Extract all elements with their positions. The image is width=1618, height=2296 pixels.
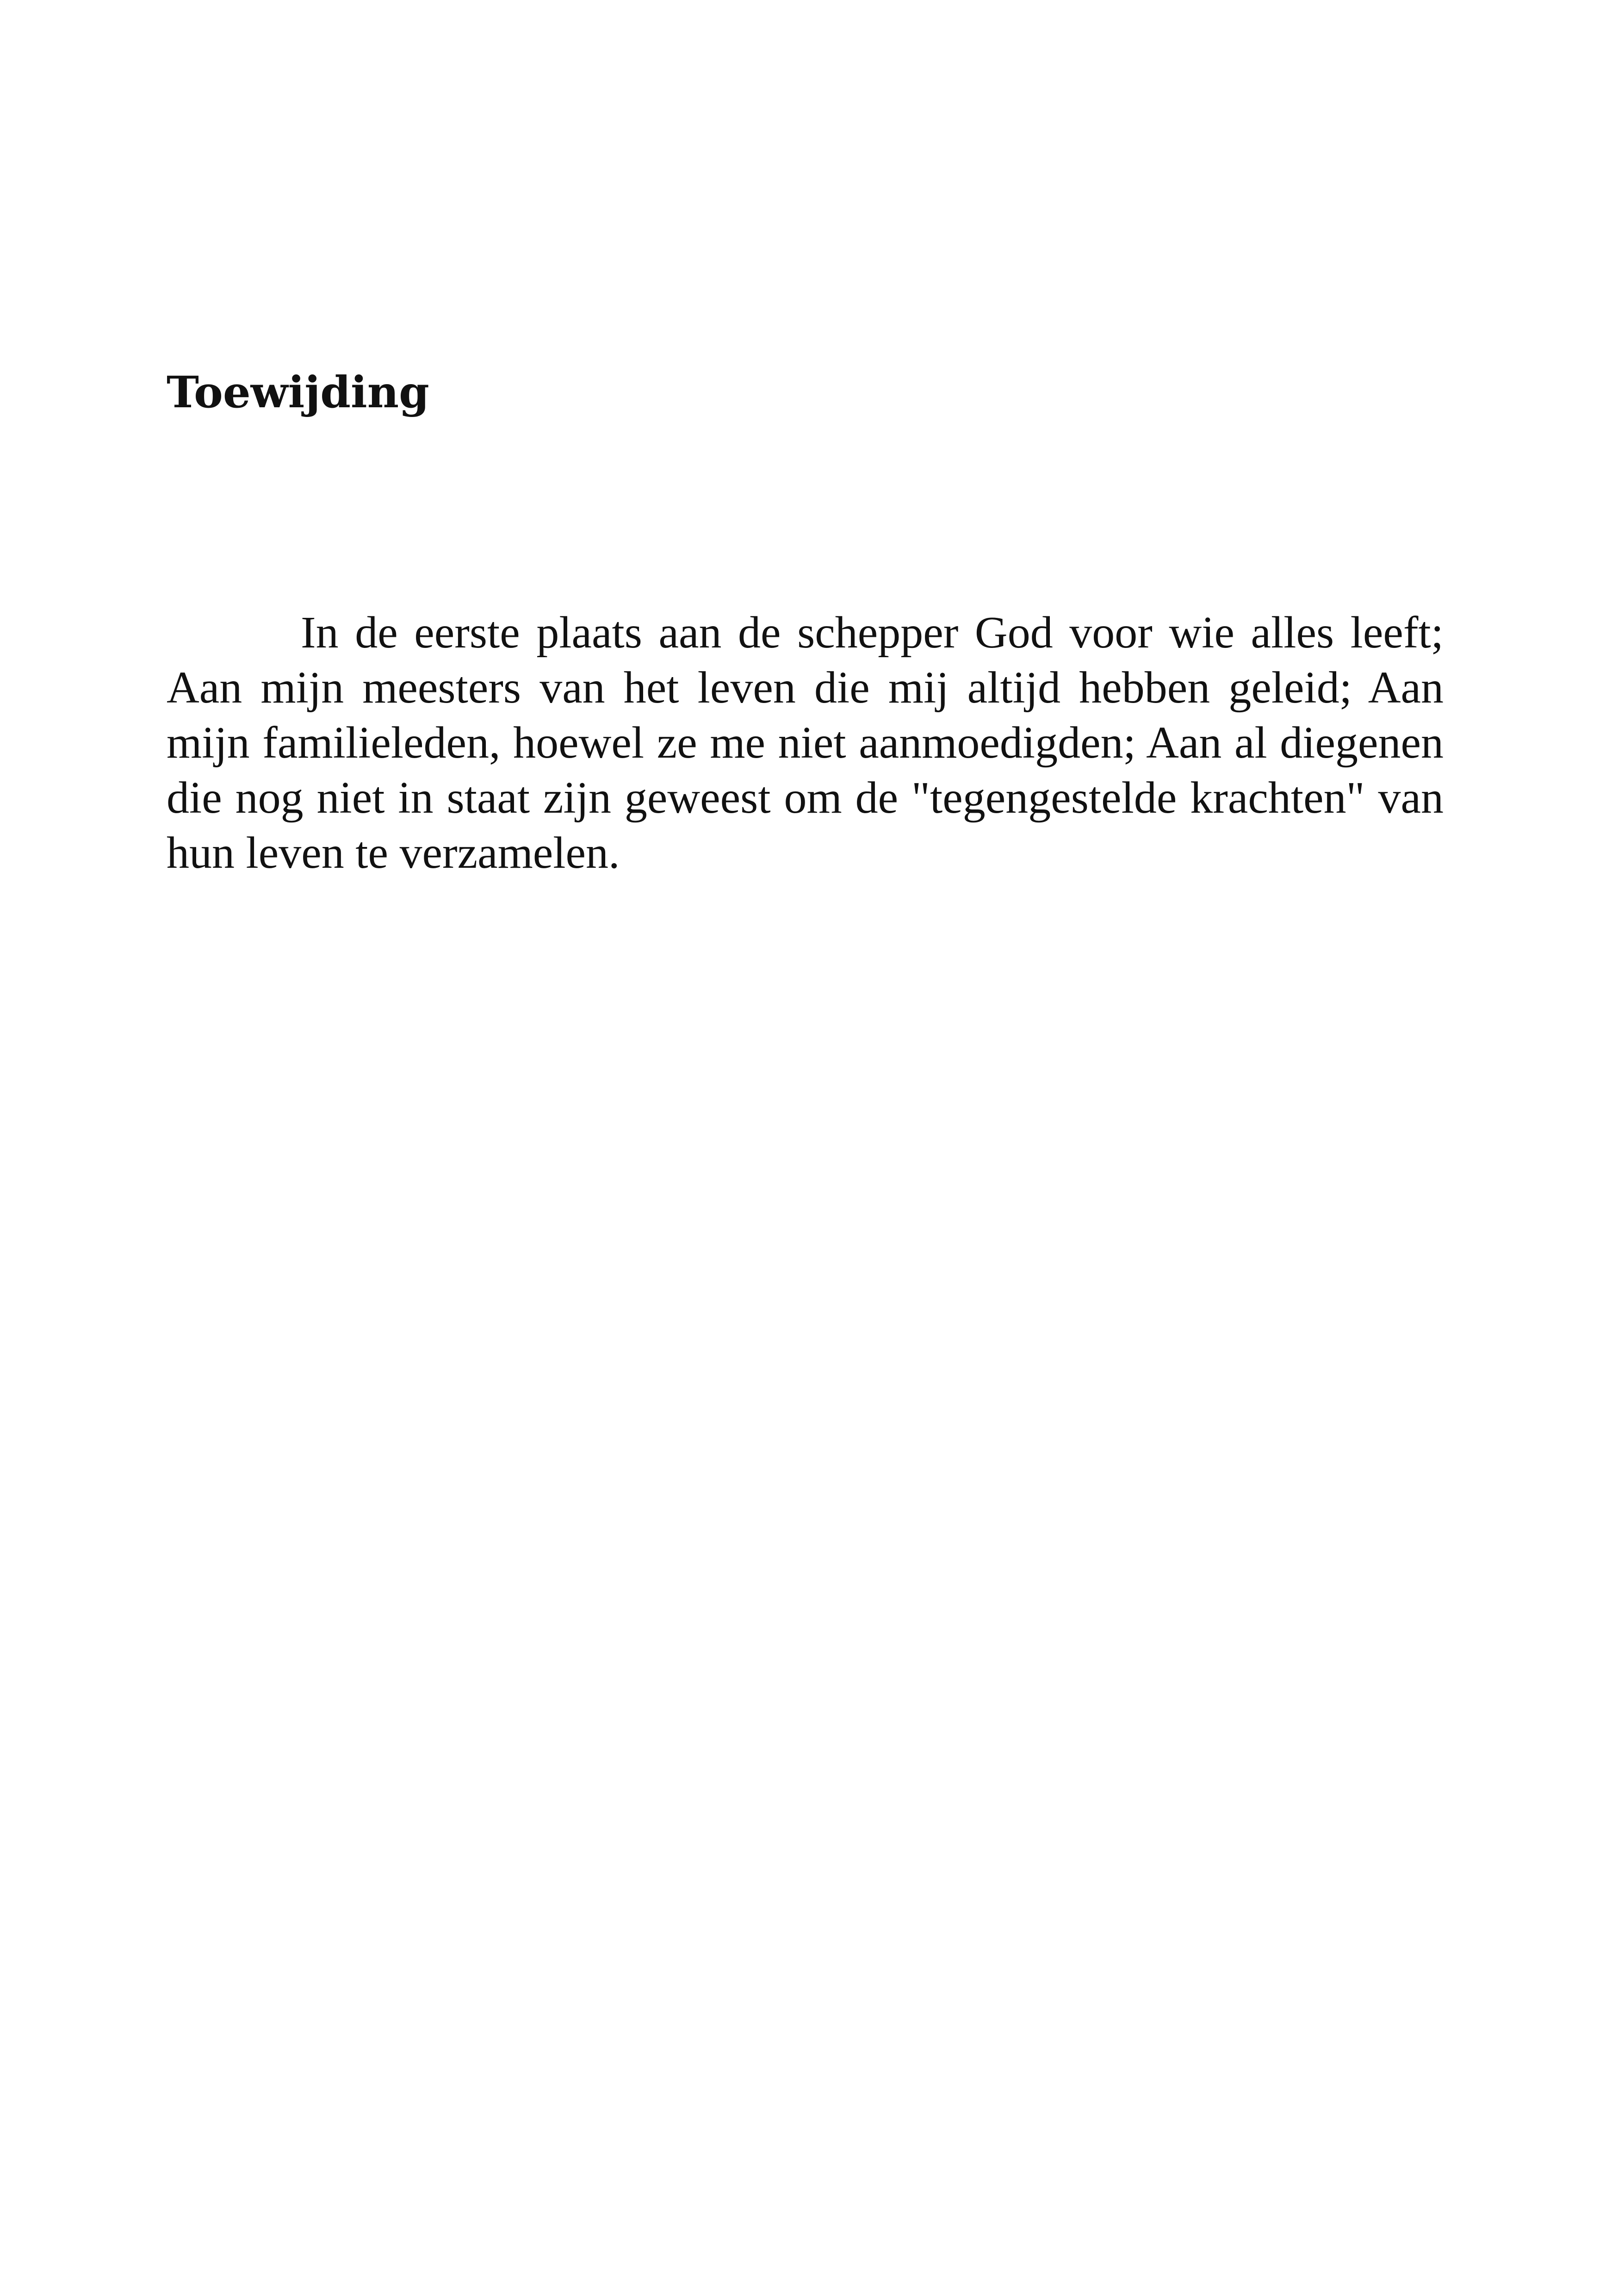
paragraph-line: hun leven te verzamelen. [167,828,620,878]
paragraph-line: Aan mijn meesters van het leven die mij altijd hebben geleid; Aan [167,663,1444,713]
page-title: Toewijding [167,367,429,418]
paragraph-line: die nog niet in staat zijn geweest om de "tegengestelde krachten" van [167,773,1444,823]
paragraph-line: mijn familieleden, hoewel ze me niet aanmoedigden; Aan al diegenen [167,718,1444,768]
dedication-paragraph [167,605,1444,881]
paragraph-line: In de eerste plaats aan de schepper God voor wie alles leeft; [301,608,1444,658]
